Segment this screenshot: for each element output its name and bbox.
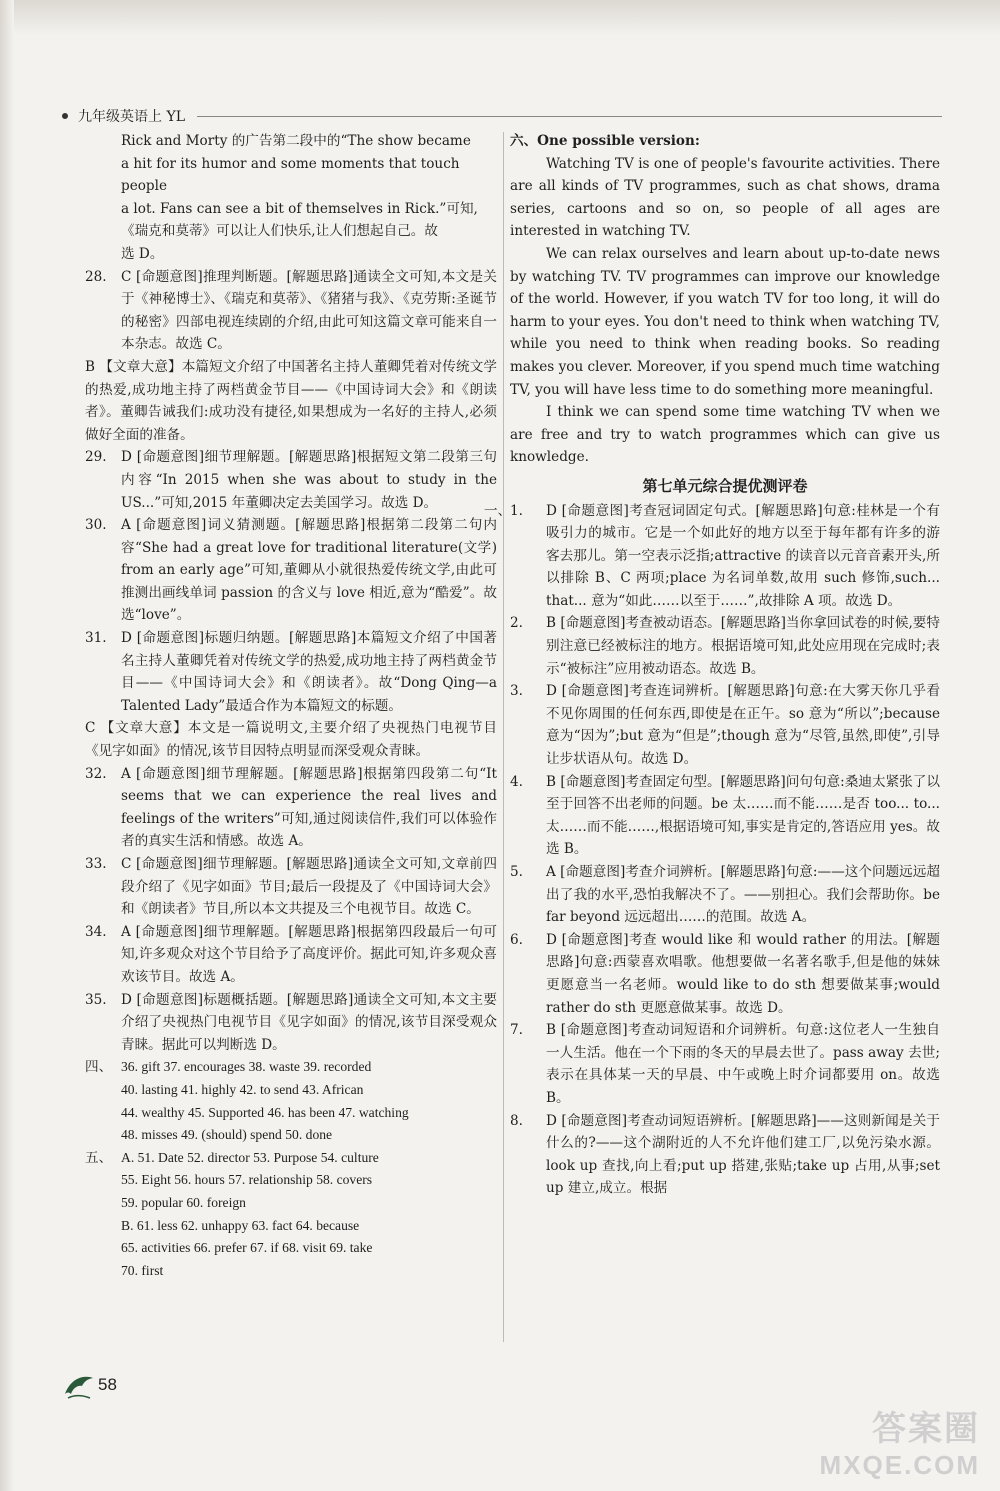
scan-left-shadow bbox=[0, 0, 14, 1491]
answer-2 bbox=[510, 612, 940, 680]
running-header bbox=[62, 104, 942, 128]
item-number: 6. bbox=[510, 931, 523, 948]
answer-1 bbox=[510, 500, 940, 613]
right-column bbox=[484, 130, 941, 1200]
item-text: C [命题意图]推理判断题。[解题思路]通读全文可知,本文是关于《神秘博士》、《瑞克和莫蒂》、《猪猪与我》、《克劳斯:圣诞节的秘密》四部电视连续剧的介绍,由此可知这篇文章可能来自一本杂志。故选 C。 bbox=[121, 268, 497, 353]
page-footer bbox=[62, 1368, 117, 1402]
passage-b-summary: B 【文章大意】本篇短文介绍了中国著名主持人董卿凭着对传统文学的热爱,成功地主持了两档黄金节目——《中国诗词大会》和《朗读者》。董卿告诫我们:成功没有捷径,如果想成为一名好的主持人,必须做好全面的准备。 bbox=[85, 358, 497, 443]
item-number: 33. bbox=[85, 856, 107, 872]
item-text: D [命题意图]标题归纳题。[解题思路]本篇短文介绍了中国著名主持人董卿凭着对传统文学的热爱,成功地主持了两档黄金节目——《中国诗词大会》和《朗读者》。故“Dong Qing—a Talented Lady”最适合作为本篇短文的标题。 bbox=[121, 630, 497, 714]
item-text: A [命题意图]考查介词辨析。[解题思路]句意:——这个问题远远超出了我的水平,恐怕我解决不了。——别担心。我们会帮助你。be far beyond 远远超出……的范围。故选 A。 bbox=[546, 864, 940, 926]
answer-7 bbox=[510, 1019, 940, 1109]
item-text: D [命题意图]标题概括题。[解题思路]通读全文可知,本文主要介绍了央视热门电视节目《见字如面》的情况,该节目深受观众青睐。据此可以判断选 D。 bbox=[121, 991, 497, 1053]
item-text: B [命题意图]考查被动语态。[解题思路]当你拿回试卷的时候,要特别注意已经被标注的地方。根据语境可知,此处应用现在完成时;表示“被标注”应用被动语态。故选 B。 bbox=[546, 615, 940, 677]
watermark-line: 答案圈 bbox=[872, 1410, 980, 1448]
answer-row: 48. misses 49. (should) spend 50. done bbox=[121, 1127, 333, 1143]
header-rule bbox=[197, 116, 942, 117]
answer-31 bbox=[85, 627, 497, 717]
item-number: 5. bbox=[510, 864, 523, 880]
essay-paragraph: Watching TV is one of people's favourite activities. There are all kinds of TV programmes, such as chat shows, drama series, cartoons and so on, so people of all ages are interested in watching TV. bbox=[510, 155, 940, 240]
passage-c-summary: C 【文章大意】本文是一篇说明文,主要介绍了央视热门电视节目《见字如面》的情况,该节目因特点明显而深受观众青睐。 bbox=[85, 720, 497, 760]
item-text: D [命题意图]考查 would like 和 would rather 的用法。[解题思路]句意:西蒙喜欢唱歌。他想要做一名著名歌手,但是他的妹妹更愿意当一名老师。would like to do sth 想要做某事;would rather do sth 更愿意做某事。故选 D。 bbox=[546, 931, 940, 1016]
answer-32 bbox=[85, 763, 497, 853]
answer-34 bbox=[85, 921, 497, 989]
section-label: 五、 bbox=[85, 1149, 113, 1165]
item-text: B [命题意图]考查动词短语和介词辨析。句意:这位老人一生独自一人生活。他在一个下雨的冬天的早晨去世了。pass away 去世;表示在具体某一天的早晨、中午或晚上时介词都要用 on。故选 B。 bbox=[546, 1022, 940, 1106]
answer-28 bbox=[85, 266, 497, 356]
section-one bbox=[484, 500, 940, 1200]
answer-row: 65. activities 66. prefer 67. if 68. visit 69. take bbox=[121, 1240, 373, 1256]
item-number: 7. bbox=[510, 1022, 523, 1039]
section-label: 一、 bbox=[484, 502, 512, 519]
item-number: 29. bbox=[85, 449, 107, 466]
text-line: a lot. Fans can see a bit of themselves in Rick.”可知, bbox=[121, 200, 478, 217]
item-number: 2. bbox=[510, 615, 523, 632]
answer-row: A. 51. Date 52. director 53. Purpose 54. culture bbox=[121, 1149, 379, 1165]
item-text: D [命题意图]考查连词辨析。[解题思路]句意:在大雾天你几乎看不见你周围的任何东西,即使是在正午。so 意为“所以”;because 意为“因为”;but 意为“但是”;though 意为“尽管,虽然,即使”,引导让步状语从句。故选 D。 bbox=[546, 683, 940, 768]
answer-row: 59. popular 60. foreign bbox=[121, 1194, 246, 1210]
answer-30 bbox=[85, 514, 497, 627]
essay-paragraph: We can relax ourselves and learn about up-to-date news by watching TV. TV programmes can improve our knowledge of the world. However, if you watch TV for too long, it will do harm to your eyes. You don't need to think when watching TV, while you need to think when reading books. So reading makes you clever. Moreover, if you spend much time watching TV, you will have less time to do something more meaningful. bbox=[510, 245, 941, 398]
answer-row: 55. Eight 56. hours 57. relationship 58. covers bbox=[121, 1172, 373, 1188]
header-title: 九年级英语上 YL bbox=[78, 109, 185, 125]
text-line: a hit for its humor and some moments that touch people bbox=[121, 155, 460, 195]
item-number: 32. bbox=[85, 765, 107, 782]
answer-6 bbox=[510, 929, 940, 1019]
section-label: 四、 bbox=[85, 1059, 113, 1075]
item-number: 34. bbox=[85, 923, 107, 940]
item-number: 3. bbox=[510, 683, 523, 700]
item-number: 31. bbox=[85, 630, 107, 647]
section-four-answers bbox=[85, 1056, 497, 1146]
answer-29 bbox=[85, 446, 497, 514]
item-number: 4. bbox=[510, 773, 523, 790]
item-text: D [命题意图]考查冠词固定句式。[解题思路]句意:桂林是一个有吸引力的城市。它是一个如此好的地方以至于每年都有许多的游客去那儿。第一空表示泛指;attractive 的读音以元音音素开头,所以排除 B、C 两项;place 为名词单数,故用 such 修饰,such... that... 意为“如此……以至于……”,故排除 A 项。故选 D。 bbox=[546, 502, 940, 609]
page-number: 58 bbox=[98, 1375, 117, 1394]
essay-paragraph: I think we can spend some time watching TV when we are free and try to watch programmes which can give us knowledge. bbox=[510, 404, 940, 466]
answer-row: 36. gift 37. encourages 38. waste 39. recorded bbox=[121, 1059, 372, 1075]
item-number: 30. bbox=[85, 517, 107, 534]
text-line: 选 D。 bbox=[121, 245, 164, 262]
answer-row: B. 61. less 62. unhappy 63. fact 64. because bbox=[121, 1217, 360, 1233]
left-column bbox=[85, 130, 497, 1282]
answer-33 bbox=[85, 853, 497, 921]
item-number: 8. bbox=[510, 1112, 523, 1129]
answer-row: 44. wealthy 45. Supported 46. has been 47. watching bbox=[121, 1104, 409, 1120]
item-text: C [命题意图]细节理解题。[解题思路]通读全文可知,文章前四段介绍了《见字如面》节目;最后一段提及了《中国诗词大会》和《朗读者》节目,所以本文共提及三个电视节目。故选 C。 bbox=[121, 856, 497, 918]
section-six-heading: 六、One possible version: bbox=[510, 133, 700, 149]
answer-3 bbox=[510, 680, 940, 770]
site-watermark bbox=[820, 1401, 980, 1481]
text-line: 《瑞克和莫蒂》可以让人们快乐,让人们想起自己。故 bbox=[121, 223, 438, 240]
answer-row: 70. first bbox=[121, 1262, 164, 1278]
answer-5 bbox=[510, 861, 940, 929]
item-number: 28. bbox=[85, 268, 107, 285]
item-text: A [命题意图]词义猜测题。[解题思路]根据第二段第二句内容“She had a great love for traditional literature(文学) from an early age”可知,董卿从小就很热爱传统文学,由此可推测出画线单词 passion 的含义与 love 相近,意为“酷爱”。故选“love”。 bbox=[121, 517, 497, 624]
intro-continuation bbox=[85, 130, 497, 266]
item-text: A [命题意图]细节理解题。[解题思路]根据第四段最后一句可知,许多观众对这个节目给予了高度评价。据此可知,许多观众喜欢该节目。故选 A。 bbox=[121, 923, 497, 985]
scan-top-shadow bbox=[0, 0, 1000, 36]
text-line: Rick and Morty 的广告第二段中的“The show became bbox=[121, 133, 471, 149]
answer-35 bbox=[85, 989, 497, 1057]
dolphin-logo-icon bbox=[62, 1368, 96, 1402]
item-text: D [命题意图]细节理解题。[解题思路]根据短文第二段第三句内容“In 2015 when she was about to study in the US...”可知,2015 年董卿决定去美国学习。故选 D。 bbox=[121, 449, 497, 511]
item-number: 1. bbox=[510, 502, 523, 519]
item-number: 35. bbox=[85, 991, 107, 1008]
item-text: D [命题意图]考查动词短语辨析。[解题思路]——这则新闻是关于什么的?——这个湖附近的人不允许他们建工厂,以免污染水源。look up 查找,向上看;put up 搭建,张贴;take up 占用,从事;set up 建立,成立。根据 bbox=[546, 1112, 940, 1197]
answer-row: 40. lasting 41. highly 42. to send 43. African bbox=[121, 1081, 364, 1097]
answer-8 bbox=[510, 1110, 940, 1200]
item-text: B [命题意图]考查固定句型。[解题思路]问句句意:桑迪太紧张了以至于回答不出老师的问题。be 太……而不能……是否 too... to... 太……而不能……,根据语境可知,事实是肯定的,答语应用 yes。故选 B。 bbox=[546, 773, 940, 858]
watermark-url: MXQE.COM bbox=[819, 1450, 980, 1480]
item-text: A [命题意图]细节理解题。[解题思路]根据第四段第二句“It seems that we can experience the real lives and feelings of the writers”可知,通过阅读信件,我们可以体验作者的真实生活和情感。故选 A。 bbox=[121, 765, 497, 850]
bullet-icon bbox=[62, 113, 68, 119]
answer-4 bbox=[510, 771, 940, 861]
section-five-answers bbox=[85, 1147, 497, 1283]
unit-title: 第七单元综合提优测评卷 bbox=[642, 476, 808, 495]
column-divider bbox=[503, 132, 504, 1342]
sample-essay bbox=[510, 153, 940, 469]
